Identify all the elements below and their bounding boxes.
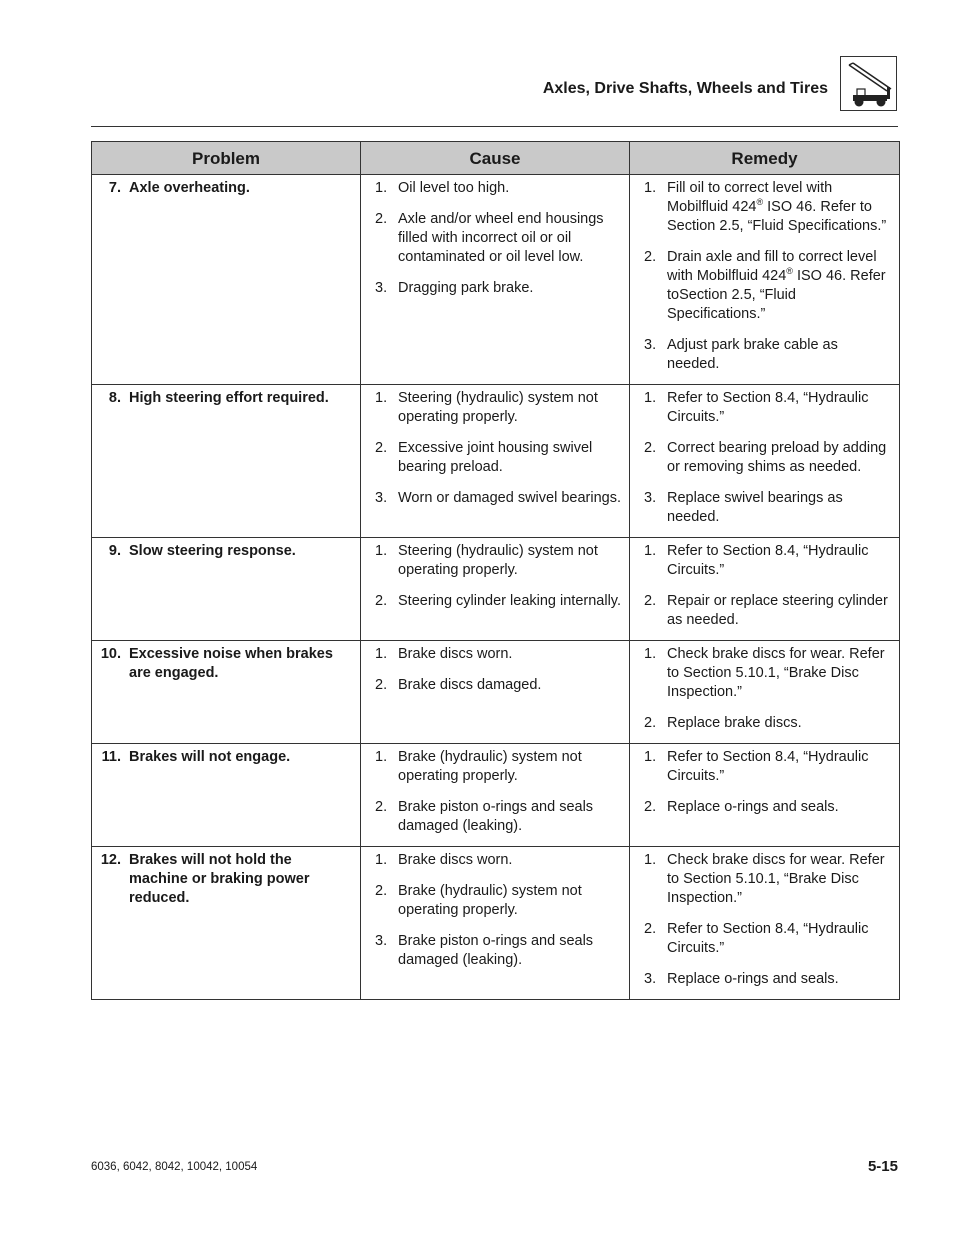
problem-text: Excessive noise when brakes are engaged.: [129, 646, 333, 681]
item-number: 3.: [644, 490, 657, 506]
item-text: Replace o-rings and seals.: [667, 971, 839, 987]
troubleshooting-table: [91, 141, 900, 1000]
item-text: Refer to Section 8.4, “Hydraulic Circuits.”: [667, 749, 869, 784]
remedy-item: [644, 179, 891, 236]
cause-cell: [361, 641, 630, 744]
remedy-item: [644, 851, 891, 908]
remedy-cell: [630, 847, 900, 1000]
item-text: Steering (hydraulic) system not operating properly.: [398, 543, 598, 578]
remedy-item: [644, 798, 891, 817]
item-text: Replace o-rings and seals.: [667, 799, 839, 815]
problem-cell: [92, 385, 361, 538]
problem-number: 10.: [100, 646, 121, 662]
cause-item: [375, 748, 621, 786]
item-text: Check brake discs for wear. Refer to Section 5.10.1, “Brake Disc Inspection.”: [667, 646, 885, 700]
item-number: 3.: [375, 490, 388, 506]
table-header-row: [92, 142, 900, 175]
problem-text: Brakes will not hold the machine or braking power reduced.: [129, 852, 310, 906]
item-text: Adjust park brake cable as needed.: [667, 337, 838, 372]
cause-item: [375, 179, 621, 198]
problem-entry: [100, 748, 352, 767]
column-header-problem: Problem: [92, 142, 361, 175]
remedy-item: [644, 248, 891, 324]
item-text: Refer to Section 8.4, “Hydraulic Circuits.”: [667, 543, 869, 578]
table-row: [92, 175, 900, 385]
cause-item: [375, 389, 621, 427]
item-text: Brake piston o-rings and seals damaged (leaking).: [398, 933, 594, 968]
table-row: [92, 847, 900, 1000]
problem-text: Brakes will not engage.: [129, 749, 291, 765]
problem-text: Slow steering response.: [129, 543, 296, 559]
item-text: Brake discs damaged.: [398, 677, 542, 693]
item-text: Steering (hydraulic) system not operating properly.: [398, 390, 598, 425]
item-text: Repair or replace steering cylinder as needed.: [667, 593, 888, 628]
remedy-item: [644, 920, 891, 958]
item-number: 2.: [644, 440, 657, 456]
item-text: Worn or damaged swivel bearings.: [398, 490, 621, 506]
item-text: Oil level too high.: [398, 180, 510, 196]
item-number: 2.: [375, 211, 388, 227]
remedy-item: [644, 542, 891, 580]
remedy-cell: [630, 385, 900, 538]
problem-entry: [100, 389, 352, 408]
problem-number: 9.: [108, 543, 121, 559]
cause-item: [375, 676, 621, 695]
problem-number: 11.: [101, 749, 121, 765]
remedy-item: [644, 748, 891, 786]
remedy-item: [644, 970, 891, 989]
item-number: 2.: [375, 799, 388, 815]
item-text: Brake discs worn.: [398, 646, 513, 662]
item-number: 3.: [375, 280, 388, 296]
item-number: 1.: [375, 180, 388, 196]
problem-number: 7.: [108, 180, 121, 196]
remedy-item: [644, 489, 891, 527]
item-number: 1.: [375, 749, 388, 765]
cause-cell: [361, 847, 630, 1000]
remedy-cell: [630, 538, 900, 641]
cause-item: [375, 210, 621, 267]
cause-cell: [361, 744, 630, 847]
problem-entry: [100, 851, 352, 908]
item-text: Steering cylinder leaking internally.: [398, 593, 621, 609]
item-number: 1.: [644, 543, 657, 559]
item-text: Excessive joint housing swivel bearing preload.: [398, 440, 593, 475]
item-number: 1.: [375, 543, 388, 559]
problem-text: High steering effort required.: [129, 390, 329, 406]
item-number: 2.: [375, 593, 388, 609]
item-number: 1.: [644, 749, 657, 765]
item-text: Correct bearing preload by adding or removing shims as needed.: [667, 440, 887, 475]
item-text: Brake piston o-rings and seals damaged (leaking).: [398, 799, 594, 834]
item-text: Replace brake discs.: [667, 715, 802, 731]
cause-item: [375, 542, 621, 580]
problem-cell: [92, 538, 361, 641]
header-divider: [91, 126, 898, 127]
footer-model-numbers: 6036, 6042, 8042, 10042, 10054: [91, 1161, 258, 1173]
problem-cell: [92, 641, 361, 744]
item-text: Refer to Section 8.4, “Hydraulic Circuits.”: [667, 921, 869, 956]
remedy-item: [644, 389, 891, 427]
footer-page-number: 5-15: [867, 1158, 898, 1175]
remedy-item: [644, 714, 891, 733]
item-number: 1.: [644, 390, 657, 406]
column-header-remedy: Remedy: [630, 142, 900, 175]
item-text: Brake discs worn.: [398, 852, 513, 868]
item-text: Brake (hydraulic) system not operating properly.: [398, 749, 582, 784]
problem-number: 12.: [100, 852, 121, 868]
remedy-cell: [630, 744, 900, 847]
cause-item: [375, 932, 621, 970]
item-text: Axle and/or wheel end housings filled with incorrect oil or oil contaminated or oil level low.: [398, 211, 604, 265]
item-number: 2.: [644, 715, 657, 731]
problem-number: 8.: [108, 390, 121, 406]
item-number: 3.: [644, 971, 657, 987]
table-row: [92, 538, 900, 641]
problem-entry: [100, 542, 352, 561]
remedy-item: [644, 336, 891, 374]
item-number: 1.: [644, 852, 657, 868]
cause-item: [375, 489, 621, 508]
item-text: Replace swivel bearings as needed.: [667, 490, 843, 525]
remedy-item: [644, 592, 891, 630]
cause-item: [375, 882, 621, 920]
cause-item: [375, 279, 621, 298]
problem-entry: [100, 179, 352, 198]
cause-item: [375, 439, 621, 477]
table-row: [92, 641, 900, 744]
item-text: Drain axle and fill to correct level with Mobilfluid 424® ISO 46. Refer toSection 2.5, “Fluid Specifications.”: [667, 249, 886, 322]
cause-item: [375, 798, 621, 836]
item-text: Refer to Section 8.4, “Hydraulic Circuits.”: [667, 390, 869, 425]
item-text: Fill oil to correct level with Mobilfluid 424® ISO 46. Refer to Section 2.5, “Fluid Specifications.”: [667, 180, 887, 234]
item-number: 1.: [644, 180, 657, 196]
cause-item: [375, 645, 621, 664]
cause-cell: [361, 385, 630, 538]
item-number: 2.: [644, 593, 657, 609]
problem-cell: [92, 847, 361, 1000]
item-number: 1.: [375, 646, 388, 662]
item-text: Dragging park brake.: [398, 280, 534, 296]
item-number: 2.: [644, 921, 657, 937]
item-text: Check brake discs for wear. Refer to Section 5.10.1, “Brake Disc Inspection.”: [667, 852, 885, 906]
item-number: 2.: [375, 677, 388, 693]
remedy-cell: [630, 175, 900, 385]
item-number: 2.: [644, 799, 657, 815]
page-header-title: Axles, Drive Shafts, Wheels and Tires: [542, 80, 828, 97]
remedy-cell: [630, 641, 900, 744]
remedy-item: [644, 645, 891, 702]
column-header-cause: Cause: [361, 142, 630, 175]
remedy-item: [644, 439, 891, 477]
table-row: [92, 744, 900, 847]
cause-cell: [361, 538, 630, 641]
item-number: 1.: [375, 390, 388, 406]
cause-item: [375, 851, 621, 870]
item-text: Brake (hydraulic) system not operating properly.: [398, 883, 582, 918]
item-number: 3.: [644, 337, 657, 353]
item-number: 1.: [644, 646, 657, 662]
problem-cell: [92, 175, 361, 385]
problem-cell: [92, 744, 361, 847]
cause-cell: [361, 175, 630, 385]
problem-text: Axle overheating.: [129, 180, 250, 196]
table-row: [92, 385, 900, 538]
item-number: 1.: [375, 852, 388, 868]
item-number: 2.: [644, 249, 657, 265]
item-number: 2.: [375, 440, 388, 456]
telehandler-machine-icon: [840, 56, 897, 111]
item-number: 3.: [375, 933, 388, 949]
item-number: 2.: [375, 883, 388, 899]
cause-item: [375, 592, 621, 611]
problem-entry: [100, 645, 352, 683]
